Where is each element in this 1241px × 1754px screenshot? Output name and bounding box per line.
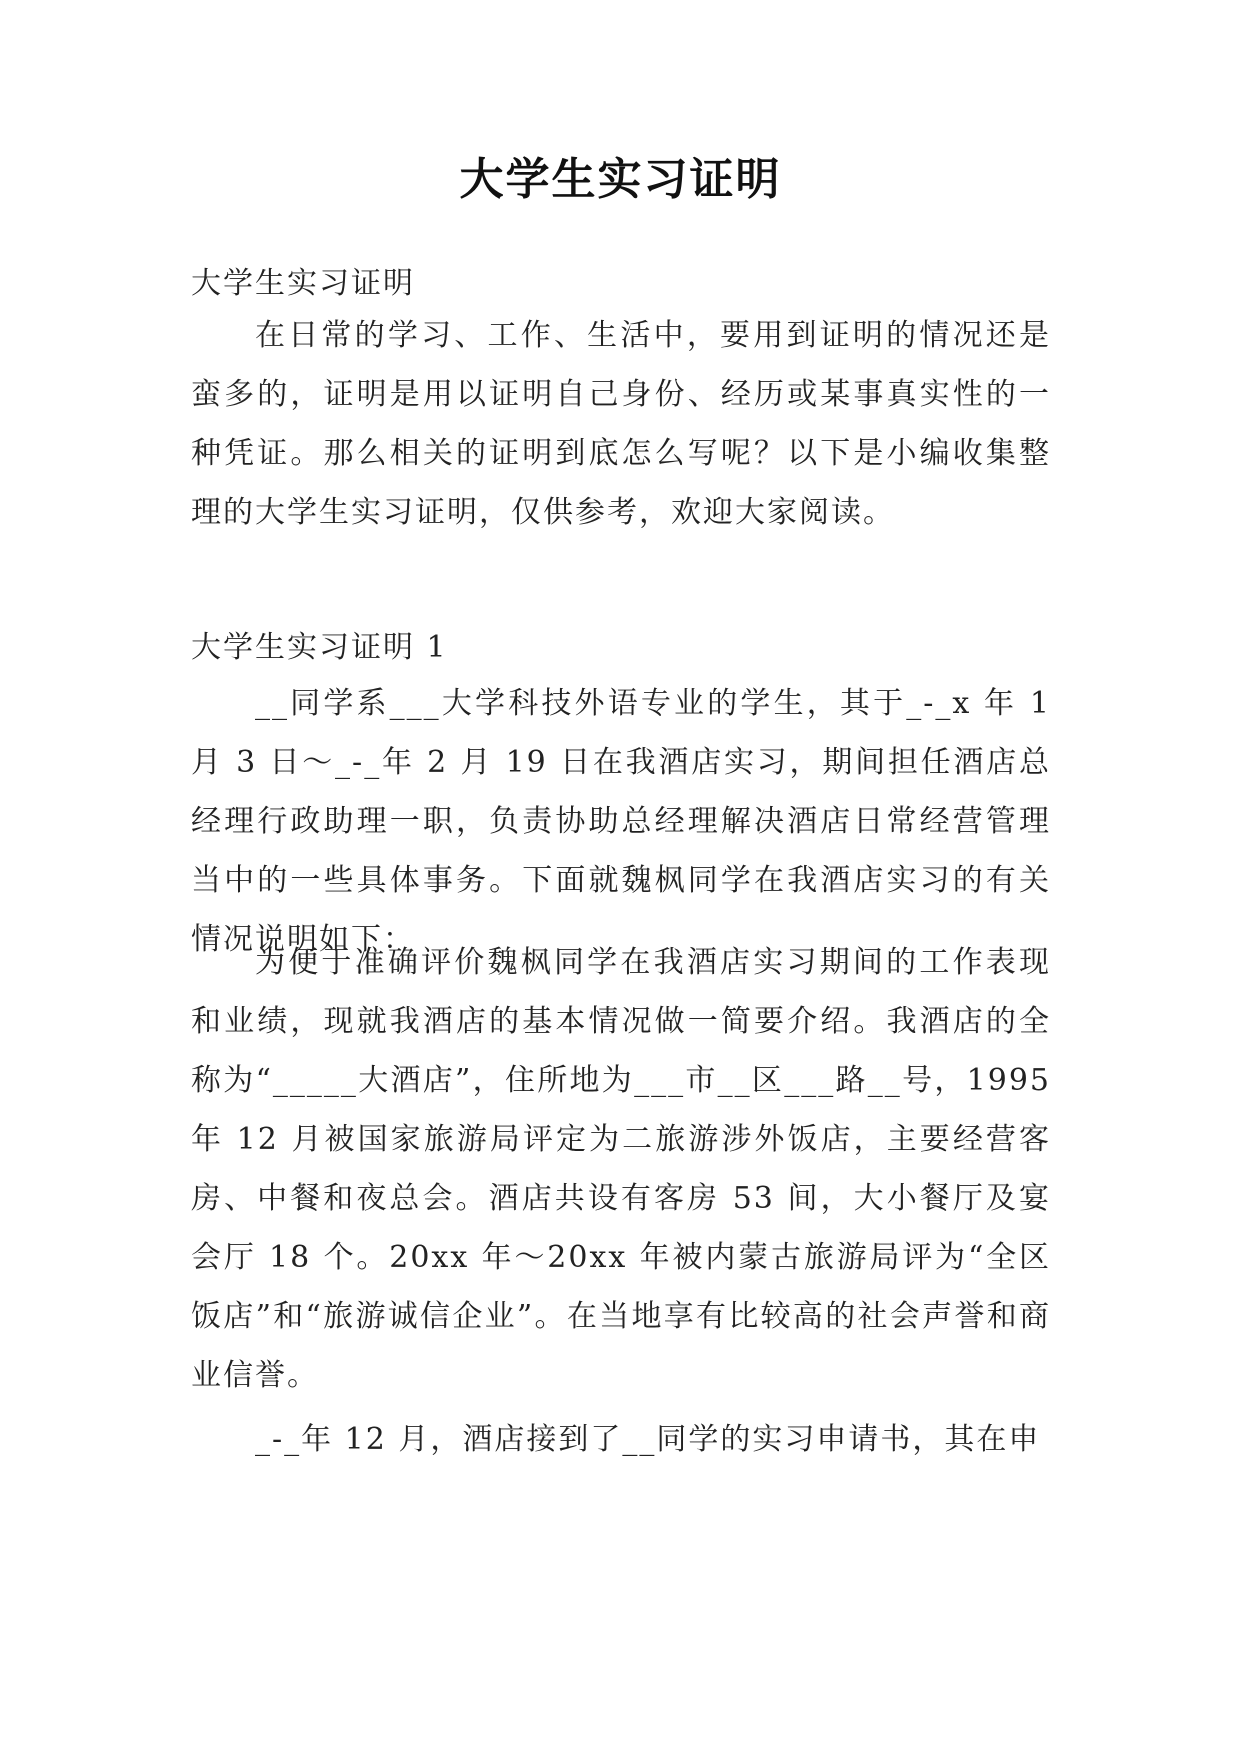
section-1-paragraph-1: __同学系___大学科技外语专业的学生，其于_-_x 年 1 月 3 日～_-_年 2 月 19 日在我酒店实习，期间担任酒店总经理行政助理一职，负责协助总经理解决酒店日常经营管理当中的一些具体事务。下面就魏枫同学在我酒店实习的有关情况说明如下： — [191, 686, 1051, 957]
document-title: 大学生实习证明 — [459, 154, 782, 205]
section-heading-intro: 大学生实习证明 — [191, 266, 415, 301]
intro-paragraph: 在日常的学习、工作、生活中，要用到证明的情况还是蛮多的，证明是用以证明自己身份、经历或某事真实性的一种凭证。那么相关的证明到底怎么写呢？以下是小编收集整理的大学生实习证明，仅供参考，欢迎大家阅读。 — [191, 318, 1051, 530]
section-1-paragraph-3: _-_年 12 月，酒店接到了__同学的实习申请书，其在申 — [255, 1422, 1041, 1457]
section-heading-1: 大学生实习证明 1 — [191, 630, 448, 665]
section-1-paragraph-2: 为便于准确评价魏枫同学在我酒店实习期间的工作表现和业绩，现就我酒店的基本情况做一简要介绍。我酒店的全称为“_____大酒店”，住所地为___市__区___路__号，1995 年 12 月被国家旅游局评定为二旅游涉外饭店，主要经营客房、中餐和夜总会。酒店共设有客房 53 间，大小餐厅及宴会厅 18 个。20xx 年～20xx 年被内蒙古旅游局评为“全区饭店”和“旅游诚信企业”。在当地享有比较高的社会声誉和商业信誉。 — [191, 945, 1051, 1393]
